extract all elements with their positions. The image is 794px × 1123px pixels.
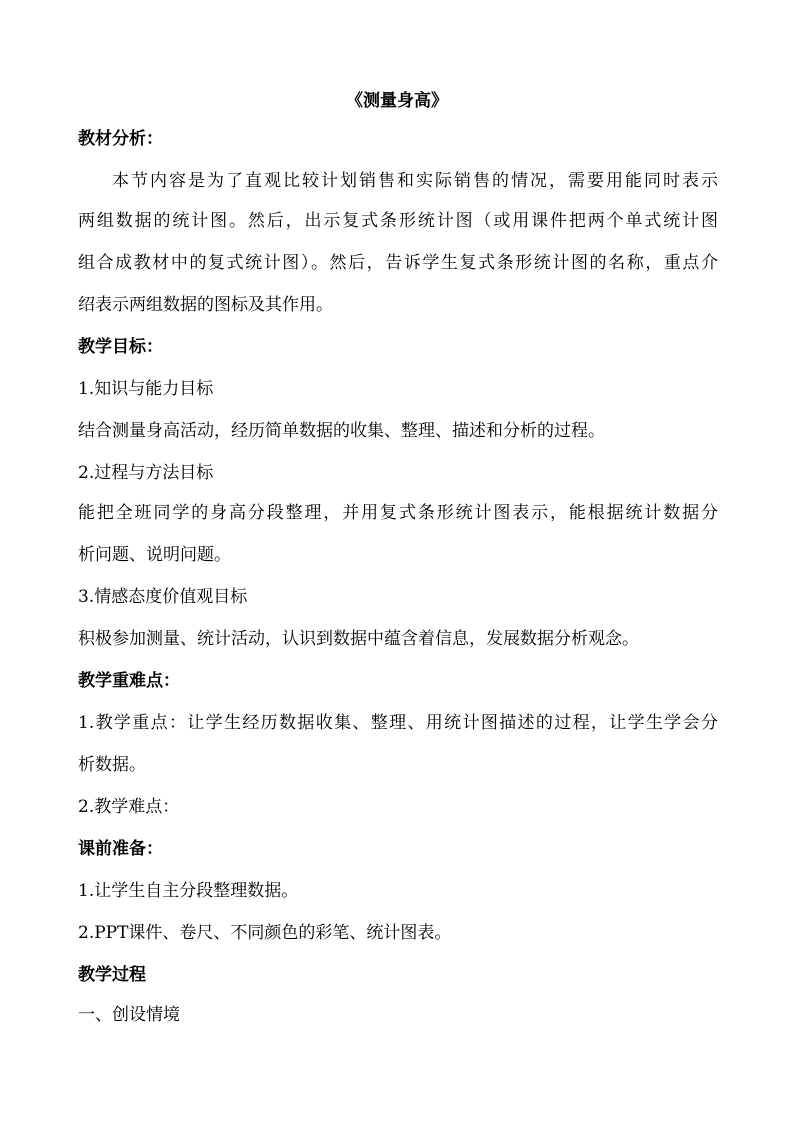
goal-text-2a: 能把全班同学的身高分段整理，并用复式条形统计图表示，能根据统计数据分 <box>78 503 718 523</box>
section-heading-preparation: 课前准备： <box>78 839 163 859</box>
section-heading-key-points: 教学重难点： <box>78 671 180 691</box>
document-title: 《测量身高》 <box>346 91 448 111</box>
section-heading-analysis: 教材分析： <box>78 129 163 149</box>
goal-title-3: 3.情感态度价值观目标 <box>78 587 248 607</box>
goal-text-2b: 析问题、说明问题。 <box>78 545 231 565</box>
section-heading-goals: 教学目标： <box>78 337 163 357</box>
process-line-1: 一、创设情境 <box>78 1005 180 1025</box>
analysis-line-1: 本节内容是为了直观比较计划销售和实际销售的情况，需要用能同时表示 <box>112 171 718 191</box>
preparation-line-2: 2.PPT课件、卷尺、不同颜色的彩笔、统计图表。 <box>78 923 452 943</box>
goal-text-3: 积极参加测量、统计活动，认识到数据中蕴含着信息，发展数据分析观念。 <box>78 629 639 649</box>
key-point-line-3: 2.教学难点： <box>78 797 180 817</box>
preparation-line-1: 1.让学生自主分段整理数据。 <box>78 881 299 901</box>
key-point-line-1: 1.教学重点：让学生经历数据收集、整理、用统计图描述的过程，让学生学会分 <box>78 713 718 733</box>
analysis-line-4: 绍表示两组数据的图标及其作用。 <box>78 295 333 315</box>
section-heading-process: 教学过程 <box>78 965 146 985</box>
key-point-line-2: 析数据。 <box>78 755 146 775</box>
goal-title-2: 2.过程与方法目标 <box>78 463 214 483</box>
analysis-line-2: 两组数据的统计图。然后，出示复式条形统计图（或用课件把两个单式统计图 <box>78 211 718 231</box>
goal-title-1: 1.知识与能力目标 <box>78 379 214 399</box>
goal-text-1: 结合测量身高活动，经历简单数据的收集、整理、描述和分析的过程。 <box>78 421 605 441</box>
analysis-line-3: 组合成教材中的复式统计图）。然后，告诉学生复式条形统计图的名称，重点介 <box>78 253 718 273</box>
